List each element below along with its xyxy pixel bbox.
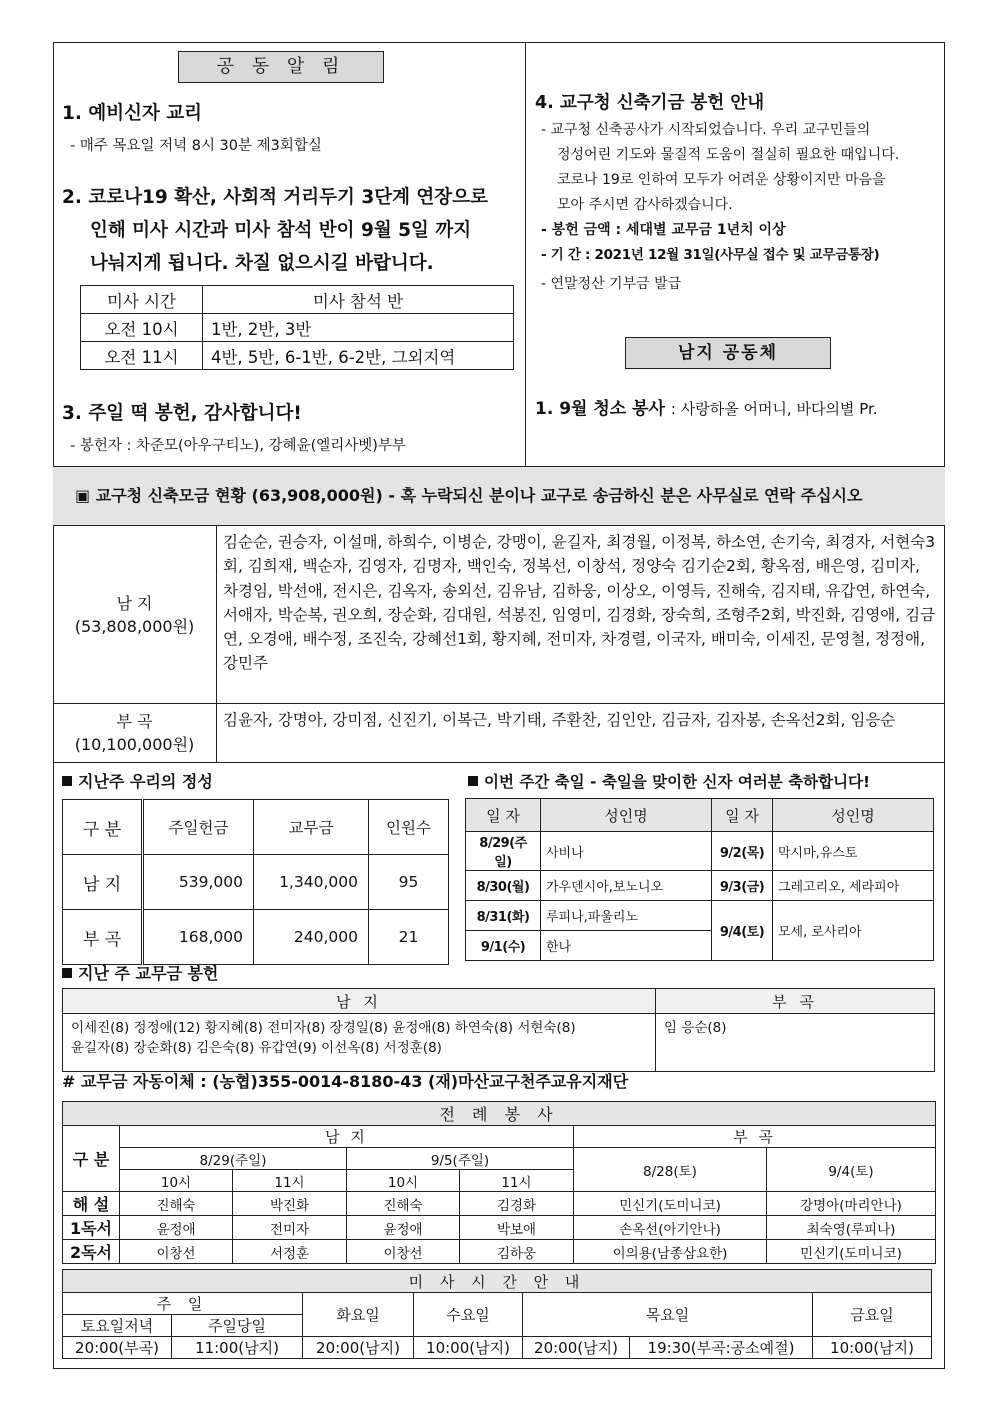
liturgy-time: 10시: [347, 1170, 460, 1192]
liturgy-row-label: 2독서: [63, 1240, 120, 1264]
mass-table-header: 미사 시간: [81, 286, 203, 314]
liturgy-time: 10시: [120, 1170, 233, 1192]
liturgy-cell: 윤정애: [347, 1216, 460, 1240]
donation-banner: ▣ 교구청 신축모금 현황 (63,908,000원) - 혹 누락되신 분이나 교구로 송금하신 분은 사무실로 연락 주십시오: [53, 466, 945, 526]
liturgy-cell: 민신기(도미니코): [574, 1192, 767, 1216]
fund-amount: - 봉헌 금액 : 세대별 교무금 1년치 이상: [541, 222, 786, 238]
mass-table-cell: 1반, 2반, 3반: [203, 314, 514, 342]
feast-saint: 막시마,유스토: [773, 832, 934, 871]
offering-cell: 539,000: [143, 855, 254, 910]
donor-names: 김윤자, 강명아, 강미점, 신진기, 이복근, 박기태, 주환찬, 김인안, 김금자, 김자봉, 손옥선2회, 임응순: [223, 711, 896, 729]
offering-cell: 21: [369, 910, 449, 965]
liturgy-cell: 이창선: [120, 1240, 233, 1264]
tithe-header-namji: 남 지: [63, 989, 656, 1014]
fund-notice-line: 모아 주시면 감사하겠습니다.: [557, 197, 733, 213]
mass-time-value: 20:00(부곡): [63, 1337, 172, 1359]
fund-period: - 기 간 : 2021년 12월 31일(사무실 접수 및 교무금통장): [541, 247, 880, 263]
notice-item-3-line: - 봉헌자 : 차준모(아우구티노), 강혜윤(엘리사벳)부부: [70, 438, 406, 454]
offering-cell: 168,000: [143, 910, 254, 965]
donor-region: 남 지: [116, 593, 153, 613]
fund-receipt: - 연말정산 기부금 발급: [541, 276, 682, 292]
offering-cell: 240,000: [254, 910, 369, 965]
liturgy-namji: 남 지: [120, 1126, 574, 1148]
feast-saint: 그레고리오, 세라피아: [773, 871, 934, 901]
namji-item-value: : 사랑하올 어머니, 바다의별 Pr.: [670, 400, 878, 418]
liturgy-date: 8/29(주일): [120, 1148, 347, 1170]
offering-row-label: 남 지: [63, 855, 143, 910]
feast-title: 이번 주간 축일 - 축일을 맞이한 신자 여러분 축하합니다!: [468, 770, 870, 794]
fund-notice-line: - 교구청 신축공사가 시작되었습니다. 우리 교구민들의: [541, 122, 871, 138]
namji-community-title: 남지 공동체: [625, 337, 831, 369]
liturgy-table: [62, 1101, 936, 1264]
offering-cell: 95: [369, 855, 449, 910]
liturgy-date: 9/4(토): [767, 1148, 936, 1192]
offering-table: [62, 799, 449, 965]
liturgy-cell: 김경화: [460, 1192, 574, 1216]
column-divider: [525, 42, 526, 466]
liturgy-cell: 진해숙: [347, 1192, 460, 1216]
tithe-table: [62, 988, 935, 1072]
mass-time-value: 20:00(남지): [523, 1337, 630, 1359]
liturgy-gubun: 구 분: [63, 1126, 120, 1192]
liturgy-cell: 박보애: [460, 1216, 574, 1240]
liturgy-time: 11시: [460, 1170, 574, 1192]
feast-header: 성인명: [773, 799, 934, 832]
fund-notice-line: 정성어린 기도와 물질적 도움이 절실히 필요한 때입니다.: [557, 147, 900, 163]
notice-item-2-line-2: 인해 미사 시간과 미사 참석 반이 9월 5일 까지: [90, 220, 472, 241]
liturgy-date: 9/5(주일): [347, 1148, 574, 1170]
donor-label: [53, 704, 217, 762]
liturgy-cell: 김하웅: [460, 1240, 574, 1264]
feast-date: 9/4(토): [712, 901, 773, 961]
feast-saint: 가우덴시아,보노니오: [541, 871, 712, 901]
mass-time-title: 미 사 시 간 안 내: [63, 1270, 932, 1293]
tithe-namji-line: 윤길자(8) 장순화(8) 김은숙(8) 유갑연(9) 이선옥(8) 서정훈(8): [71, 1040, 442, 1056]
notice-item-3-heading: 3. 주일 떡 봉헌, 감사합니다!: [62, 403, 302, 424]
liturgy-cell: 강명아(마리안나): [767, 1192, 936, 1216]
mass-time-day: 목요일: [523, 1293, 813, 1337]
offering-header: 교무금: [254, 800, 369, 855]
liturgy-date: 8/28(토): [574, 1148, 767, 1192]
notice-item-1-line: - 매주 목요일 저녁 8시 30분 제3회합실: [70, 138, 322, 154]
feast-saint: 모세, 로사리아: [773, 901, 934, 961]
offering-title: 지난주 우리의 정성: [62, 770, 213, 794]
liturgy-cell: 최숙영(루피나): [767, 1216, 936, 1240]
feast-header: 성인명: [541, 799, 712, 832]
liturgy-cell: 박진화: [233, 1192, 347, 1216]
mass-time-value: 19:30(부곡:공소예절): [630, 1337, 813, 1359]
donor-row-namji: [53, 526, 945, 704]
offering-header: 구 분: [63, 800, 143, 855]
auto-transfer-info: # 교무금 자동이체 : (농협)355-0014-8180-43 (재)마산교구천주교유지재단: [62, 1072, 629, 1091]
feast-header: 일 자: [466, 799, 541, 832]
mass-time-day: 주일당일: [172, 1315, 303, 1337]
offering-header: 주일헌금: [143, 800, 254, 855]
fund-notice-heading: 4. 교구청 신축기금 봉헌 안내: [535, 93, 765, 113]
liturgy-row-label: 1독서: [63, 1216, 120, 1240]
liturgy-cell: 민신기(도미니코): [767, 1240, 936, 1264]
notice-item-2-line-1: 2. 코로나19 확산, 사회적 거리두기 3단계 연장으로: [62, 187, 488, 208]
offering-header: 인원수: [369, 800, 449, 855]
namji-item-1: [535, 394, 878, 424]
mass-table-header: 미사 참석 반: [203, 286, 514, 314]
feast-date: 8/29(주일): [466, 832, 541, 871]
feast-date: 9/3(금): [712, 871, 773, 901]
liturgy-title: 전 례 봉 사: [63, 1102, 936, 1126]
mass-class-table: [80, 285, 514, 370]
donor-amount: (53,808,000원): [74, 616, 195, 636]
liturgy-cell: 서정훈: [233, 1240, 347, 1264]
tithe-bugok-list: 임 응순(8): [656, 1014, 935, 1072]
notice-item-1-heading: 1. 예비신자 교리: [62, 103, 203, 124]
feast-date: 8/30(월): [466, 871, 541, 901]
feast-date: 9/2(목): [712, 832, 773, 871]
tithe-namji-list: [63, 1014, 656, 1072]
tithe-namji-line: 이세진(8) 정정애(12) 황지혜(8) 전미자(8) 장경일(8) 윤정애(8) 하연숙(8) 서현숙(8): [71, 1020, 576, 1036]
donor-names: 김순순, 권승자, 이설매, 하희수, 이병순, 강맹이, 윤길자, 최경월, 이정복, 하소연, 손기숙, 최경자, 서현숙3회, 김희재, 백순자, 김영자, 김명자, 백인숙, 정복선, 이창석, 정양숙 김기순2회, 황옥점, 배은영, 김미자, 차경임, 박선애, 전시은, 김옥자, 송외선, 김유남, 김하웅, 이상오, 이영득, 진해숙, 김지태, 유갑연, 하연숙, 서애자, 박순복, 권오희, 장순화, 김대원, 석봉진, 임영미, 김경화, 장숙희, 조형주2회, 박진화, 김영애, 김금연, 오경애, 배수정, 조진숙, 강혜선1회, 황지혜, 전미자, 차경렬, 이국자, 배미숙, 이세진, 문영철, 정정애, 강민주: [223, 533, 936, 673]
feast-table: [465, 798, 934, 961]
mass-time-sunday: 주 일: [63, 1293, 303, 1315]
mass-table-cell: 오전 10시: [81, 314, 203, 342]
liturgy-cell: 윤정애: [120, 1216, 233, 1240]
fund-notice-line: 코로나 19로 인하여 모두가 어려운 상황이지만 마음을: [557, 172, 886, 188]
offering-cell: 1,340,000: [254, 855, 369, 910]
feast-saint: 루피나,파울리노: [541, 901, 712, 931]
mass-time-value: 10:00(남지): [414, 1337, 523, 1359]
mass-table-cell: 오전 11시: [81, 342, 203, 370]
namji-item-label: 1. 9월 청소 봉사: [535, 399, 665, 419]
tithe-header-bugok: 부 곡: [656, 989, 935, 1014]
liturgy-cell: 이의용(남종삼요한): [574, 1240, 767, 1264]
donor-amount: (10,100,000원): [74, 735, 195, 754]
mass-time-day: 금요일: [813, 1293, 932, 1337]
notice-title: 공 동 알 림: [178, 51, 384, 83]
feast-date: 9/1(수): [466, 931, 541, 961]
donor-label: [53, 526, 217, 703]
mass-time-day: 토요일저녁: [63, 1315, 172, 1337]
feast-saint: 사비나: [541, 832, 712, 871]
liturgy-cell: 전미자: [233, 1216, 347, 1240]
offering-row-label: 부 곡: [63, 910, 143, 965]
liturgy-cell: 진해숙: [120, 1192, 233, 1216]
mass-table-cell: 4반, 5반, 6-1반, 6-2반, 그외지역: [203, 342, 514, 370]
mass-time-day: 수요일: [414, 1293, 523, 1337]
tithe-title: 지난 주 교무금 봉헌: [62, 962, 218, 986]
mass-time-value: 11:00(남지): [172, 1337, 303, 1359]
donor-row-bugok: [53, 704, 945, 763]
notice-item-2-line-3: 나눠지게 됩니다. 차질 없으시길 바랍니다.: [90, 253, 434, 274]
feast-date: 8/31(화): [466, 901, 541, 931]
donor-region: 부 곡: [116, 712, 153, 731]
liturgy-cell: 손옥선(아기안나): [574, 1216, 767, 1240]
mass-time-value: 20:00(남지): [303, 1337, 414, 1359]
liturgy-cell: 이창선: [347, 1240, 460, 1264]
liturgy-time: 11시: [233, 1170, 347, 1192]
feast-saint: 한나: [541, 931, 712, 961]
liturgy-bugok: 부 곡: [574, 1126, 936, 1148]
liturgy-row-label: 해 설: [63, 1192, 120, 1216]
mass-time-value: 10:00(남지): [813, 1337, 932, 1359]
mass-time-day: 화요일: [303, 1293, 414, 1337]
mass-time-table: [62, 1269, 932, 1359]
feast-header: 일 자: [712, 799, 773, 832]
